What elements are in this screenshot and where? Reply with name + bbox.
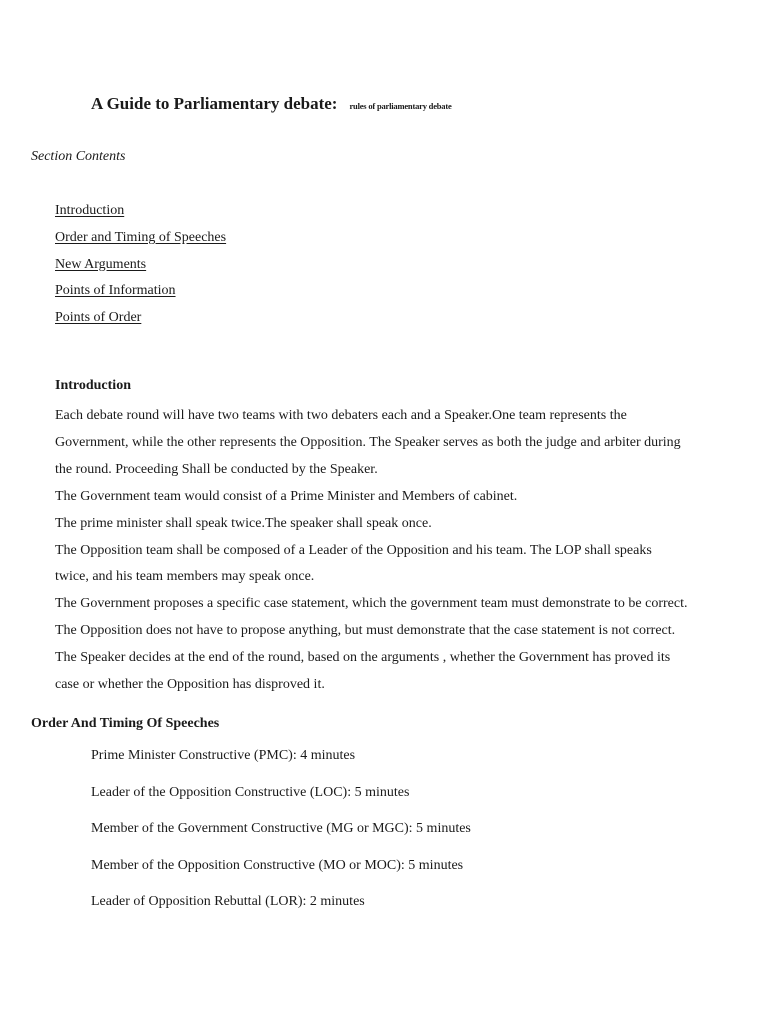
paragraph-line: The Speaker decides at the end of the round, based on the arguments , whether the Government has proved its (55, 650, 671, 666)
paragraph-line: the round. Proceeding Shall be conducted by the Speaker. (55, 461, 378, 477)
speech-order-list (91, 748, 471, 931)
toc-item-introduction (55, 203, 226, 230)
toc-link-introduction[interactable]: Introduction (55, 203, 125, 218)
paragraph-line: twice, and his team members may speak once. (55, 569, 315, 585)
paragraph-line: The prime minister shall speak twice.The speaker shall speak once. (55, 515, 432, 531)
paragraph-line: Government, while the other represents the Opposition. The Speaker serves as both the judge and arbiter during (55, 434, 681, 450)
toc-item-new-arguments (55, 257, 226, 284)
introduction-body (55, 403, 745, 699)
speech-item: Member of the Government Constructive (MG or MGC): 5 minutes (91, 821, 471, 836)
table-of-contents (55, 203, 226, 337)
paragraph-line: case or whether the Opposition has disproved it. (55, 677, 325, 693)
speech-item: Prime Minister Constructive (PMC): 4 minutes (91, 748, 356, 763)
toc-link-points-of-information[interactable]: Points of Information (55, 283, 176, 299)
speech-item: Leader of Opposition Rebuttal (LOR): 2 minutes (91, 894, 365, 909)
speech-item: Member of the Opposition Constructive (MO or MOC): 5 minutes (91, 857, 464, 873)
toc-link-new-arguments[interactable]: New Arguments (55, 256, 147, 272)
paragraph-line: The Government team would consist of a Prime Minister and Members of cabinet. (55, 488, 518, 504)
paragraph-line: The Opposition team shall be composed of a Leader of the Opposition and his team. The LOP shall speaks (55, 542, 652, 558)
paragraph-line: The Opposition does not have to propose anything, but must demonstrate that the case statement is not correct. (55, 623, 676, 639)
toc-link-points-of-order[interactable]: Points of Order (55, 310, 142, 325)
introduction-heading: Introduction (55, 378, 131, 393)
document-title: A Guide to Parliamentary debate: (91, 94, 338, 113)
speech-item: Leader of the Opposition Constructive (LOC): 5 minutes (91, 784, 410, 800)
paragraph-line: The Government proposes a specific case statement, which the government team must demonstrate to be correct. (55, 596, 688, 612)
order-timing-heading: Order And Timing Of Speeches (31, 716, 220, 731)
section-contents-label: Section Contents (31, 149, 126, 164)
document-subtitle: rules of parliamentary debate (349, 101, 452, 111)
title-line (91, 94, 452, 114)
toc-item-points-of-information (55, 283, 226, 310)
paragraph-line: Each debate round will have two teams with two debaters each and a Speaker.One team represents the (55, 408, 627, 423)
toc-item-order-timing (55, 230, 226, 257)
toc-link-order-timing[interactable]: Order and Timing of Speeches (55, 229, 227, 245)
toc-item-points-of-order (55, 310, 226, 337)
